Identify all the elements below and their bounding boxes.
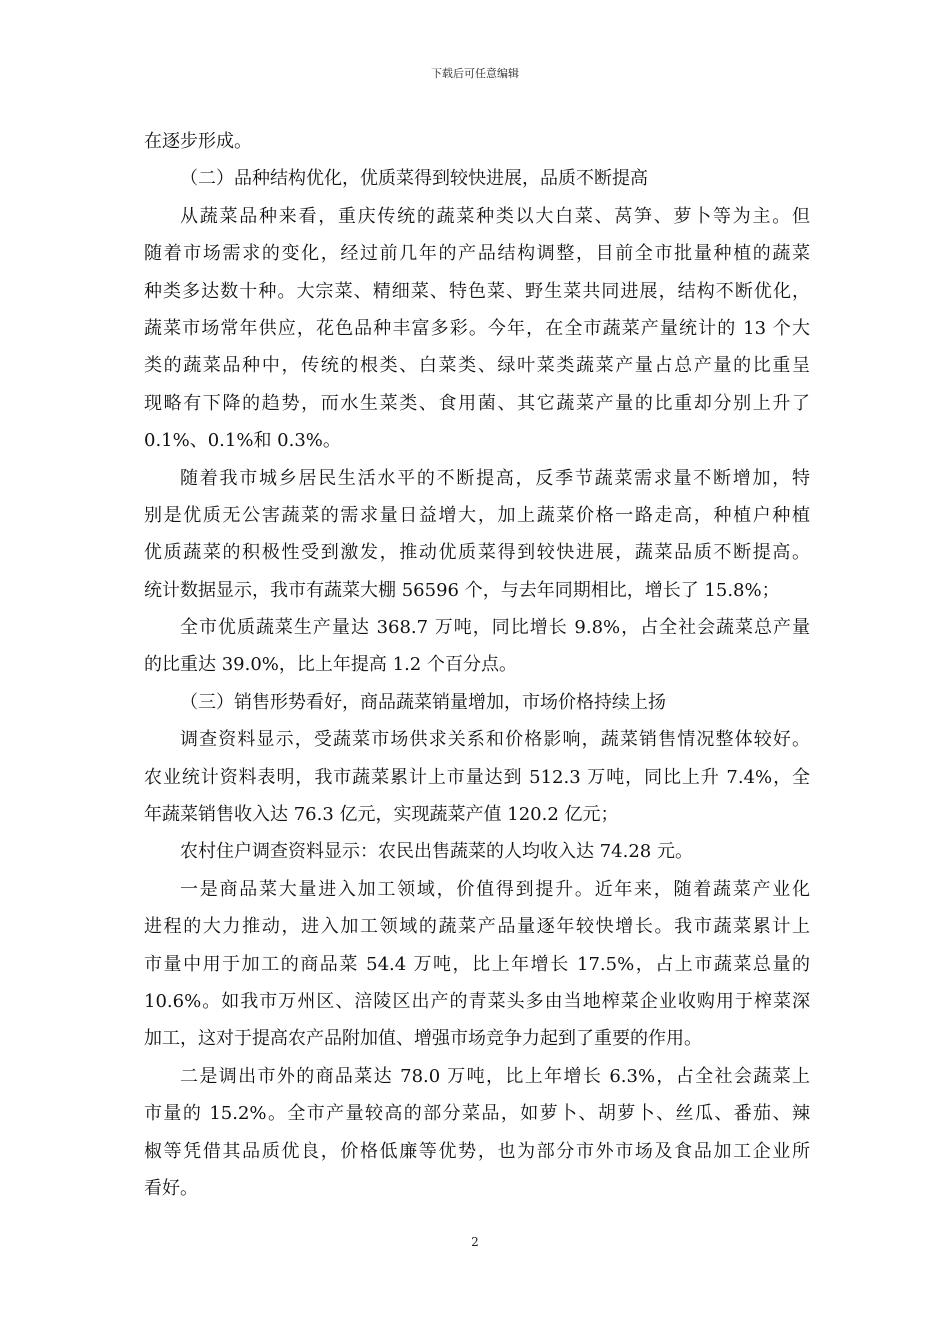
paragraph-line: 椒等凭借其品质优良，价格低廉等优势，也为部分市外市场及食品加工企业所 <box>144 1140 810 1162</box>
paragraph-line: 优质蔬菜的积极性受到激发，推动优质菜得到较快进展，蔬菜品质不断提高。 <box>144 542 810 564</box>
paragraph-line: 种类多达数十种。大宗菜、精细菜、特色菜、野生菜共同进展，结构不断优化， <box>144 280 810 302</box>
paragraph-line: 统计数据显示，我市有蔬菜大棚 56596 个，与去年同期相比，增长了 15.8%； <box>144 579 780 601</box>
paragraph-line: 随着市场需求的变化，经过前几年的产品结构调整，目前全市批量种植的蔬菜 <box>144 243 810 265</box>
paragraph-line: 年蔬菜销售收入达 76.3 亿元，实现蔬菜产值 120.2 亿元； <box>144 804 619 826</box>
section-heading: （二）品种结构优化，优质菜得到较快进展，品质不断提高 <box>180 168 648 190</box>
page-number: 2 <box>471 1235 479 1249</box>
paragraph-line: 市量的 15.2%。全市产量较高的部分菜品，如萝卜、胡萝卜、丝瓜、番茄、辣 <box>144 1103 810 1125</box>
paragraph-line: 农业统计资料表明，我市蔬菜累计上市量达到 512.3 万吨，同比上升 7.4%，全 <box>144 766 810 788</box>
paragraph-line: 一是商品菜大量进入加工领域，价值得到提升。近年来，随着蔬菜产业化 <box>180 878 810 900</box>
paragraph-line: 的比重达 39.0%，比上年提高 1.2 个百分点。 <box>144 654 517 676</box>
paragraph-line: 市量中用于加工的商品菜 54.4 万吨，比上年增长 17.5%，占上市蔬菜总量的 <box>144 953 810 975</box>
paragraph-line: 10.6%。如我市万州区、涪陵区出产的青菜头多由当地榨菜企业收购用于榨菜深 <box>144 990 810 1012</box>
paragraph-line: 农村住户调查资料显示：农民出售蔬菜的人均收入达 74.28 元。 <box>180 841 693 863</box>
section-heading: （三）销售形势看好，商品蔬菜销量增加，市场价格持续上扬 <box>180 691 666 713</box>
paragraph-line: 加工，这对于提高农产品附加值、增强市场竞争力起到了重要的作用。 <box>144 1028 702 1050</box>
paragraph-line: 类的蔬菜品种中，传统的根类、白菜类、绿叶菜类蔬菜产量占总产量的比重呈 <box>144 355 810 377</box>
paragraph-line: 蔬菜市场常年供应，花色品种丰富多彩。今年，在全市蔬菜产量统计的 13 个大 <box>144 317 810 339</box>
page-header: 下载后可任意编辑 <box>431 67 519 80</box>
paragraph-line: 调查资料显示，受蔬菜市场供求关系和价格影响，蔬菜销售情况整体较好。 <box>180 729 810 751</box>
paragraph-line: 全市优质蔬菜生产量达 368.7 万吨，同比增长 9.8%，占全社会蔬菜总产量 <box>180 617 811 639</box>
paragraph-line: 从蔬菜品种来看，重庆传统的蔬菜种类以大白菜、莴笋、萝卜等为主。但 <box>180 205 810 227</box>
paragraph-line: 随着我市城乡居民生活水平的不断提高，反季节蔬菜需求量不断增加，特 <box>180 467 810 489</box>
paragraph-line: 看好。 <box>144 1177 198 1199</box>
paragraph-line: 进程的大力推动，进入加工领域的蔬菜产品量逐年较快增长。我市蔬菜累计上 <box>144 916 810 938</box>
paragraph-line: 在逐步形成。 <box>144 131 252 152</box>
document-body <box>144 123 810 1207</box>
paragraph-line: 现略有下降的趋势，而水生菜类、食用菌、其它蔬菜产量的比重却分别上升了 <box>144 392 810 414</box>
paragraph-line: 二是调出市外的商品菜达 78.0 万吨，比上年增长 6.3%，占全社会蔬菜上 <box>180 1065 810 1087</box>
paragraph-line: 0.1%、0.1%和 0.3%。 <box>144 430 341 452</box>
paragraph-line: 别是优质无公害蔬菜的需求量日益增大，加上蔬菜价格一路走高，种植户种植 <box>144 504 810 526</box>
